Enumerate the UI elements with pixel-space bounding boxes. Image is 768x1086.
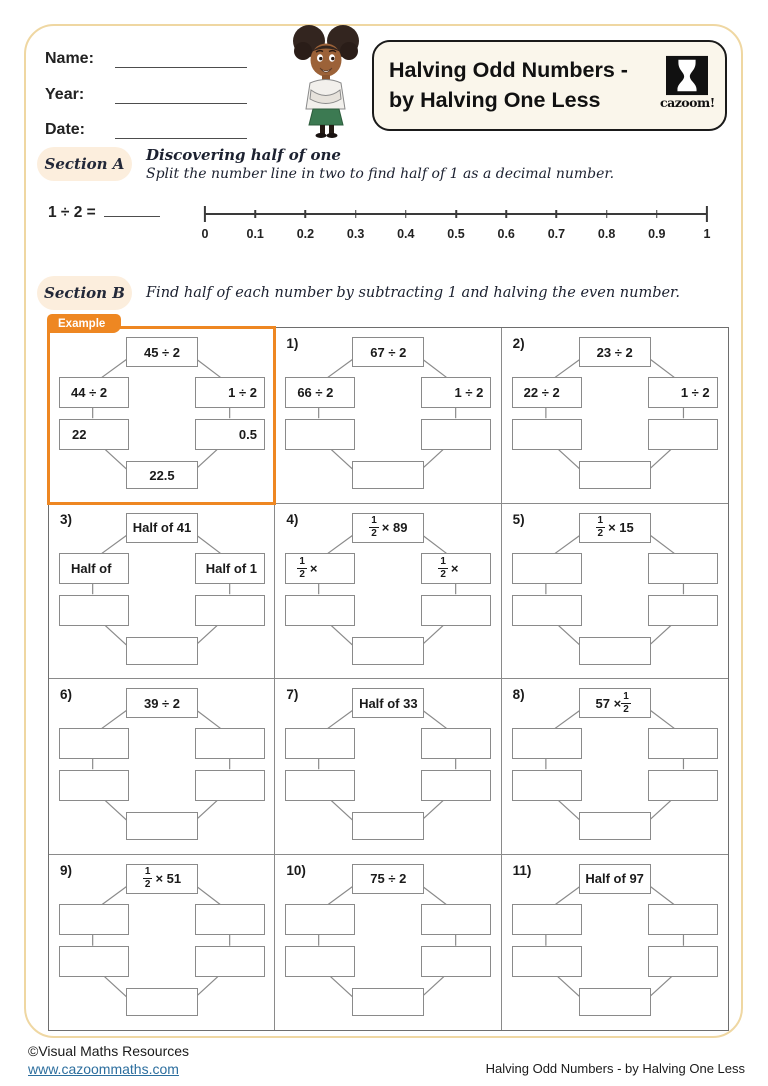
- one-part-box: [421, 728, 491, 759]
- problem-cell: [275, 855, 501, 1031]
- final-answer-box: [126, 637, 198, 665]
- name-label: Name:: [45, 50, 94, 67]
- example-even-half-box: 22: [59, 419, 129, 450]
- name-write-line: [115, 50, 247, 68]
- one-half-answer-box: [421, 419, 491, 450]
- top-expression-box: $\frac{1}{2}$ × 15: [579, 513, 651, 543]
- problem-number: 5): [512, 511, 525, 527]
- tick-mark: [656, 210, 658, 218]
- cazoommaths-link[interactable]: www.cazoommaths.com: [28, 1061, 179, 1077]
- example-even-part-box: 44 ÷ 2: [59, 377, 129, 408]
- problem-number: 6): [60, 687, 73, 702]
- tick-label: 0.6: [497, 227, 515, 241]
- one-half-answer-box: [648, 419, 718, 450]
- problem-number: 9): [60, 862, 73, 878]
- final-answer-box: [579, 637, 651, 665]
- even-half-answer-box: [59, 770, 129, 801]
- tick-mark: [455, 210, 457, 218]
- fraction: $\frac{1}{2}$: [440, 555, 446, 580]
- equation-text: 1 ÷ 2 =: [48, 204, 96, 221]
- problem-cell: [275, 679, 501, 855]
- even-half-answer-box: [285, 595, 355, 626]
- one-part-box: [421, 904, 491, 935]
- one-part-box: [195, 728, 265, 759]
- one-half-answer-box: [195, 770, 265, 801]
- even-half-answer-box: [285, 419, 355, 450]
- one-half-answer-box: [421, 595, 491, 626]
- problem-cell: [275, 328, 501, 504]
- tick-label: 0.7: [547, 227, 566, 241]
- even-part-box: [512, 904, 582, 935]
- one-part-box: [648, 553, 718, 584]
- example-final-answer-box: 22.5: [126, 461, 198, 489]
- tick-label: 0.1: [246, 227, 264, 241]
- final-answer-box: [579, 461, 651, 489]
- number-line: [201, 205, 711, 247]
- top-expression-box: 75 ÷ 2: [352, 864, 424, 894]
- fraction: $\frac{1}{2}$: [623, 690, 629, 715]
- problem-number: 1): [286, 336, 299, 351]
- even-part-box: [512, 553, 582, 584]
- tick-label: 0.4: [397, 227, 415, 241]
- date-write-line: [115, 121, 247, 139]
- even-part-box: [59, 904, 129, 935]
- top-expression-box: 23 ÷ 2: [579, 337, 651, 367]
- example-one-part-box: 1 ÷ 2: [195, 377, 265, 408]
- problem-cell: [275, 504, 501, 680]
- problem-number: 4): [286, 511, 299, 527]
- section-a-instruction: Split the number line in two to find half of 1 as a decimal number.: [146, 166, 615, 182]
- problem-number: 11): [512, 862, 532, 878]
- even-half-answer-box: [512, 419, 582, 450]
- tick-mark: [405, 210, 407, 218]
- fraction: $\frac{1}{2}$: [371, 515, 377, 539]
- date-label: Date:: [45, 121, 86, 138]
- problem-number: 10): [286, 862, 306, 878]
- even-part-box: [512, 728, 582, 759]
- problem-cell: [49, 679, 275, 855]
- worksheet-title: [389, 56, 628, 114]
- one-half-answer-box: [648, 595, 718, 626]
- fraction: $\frac{1}{2}$: [597, 515, 604, 539]
- final-answer-box: [352, 812, 424, 840]
- date-field: [45, 117, 247, 139]
- example-tab: Example: [47, 314, 121, 333]
- problems-grid: [48, 318, 729, 1031]
- problem-cell: [49, 855, 275, 1031]
- copyright-text: ©Visual Maths Resources: [28, 1043, 190, 1059]
- top-expression-box: 39 ÷ 2: [126, 688, 198, 718]
- tick-mark: [505, 210, 507, 218]
- top-expression-box: 57 × $\frac{1}{2}$: [579, 688, 651, 718]
- year-label: Year:: [45, 86, 85, 103]
- even-half-answer-box: [59, 595, 129, 626]
- cazoom-logo-text: cazoom!: [660, 95, 715, 110]
- tick-mark: [305, 210, 307, 218]
- section-a-badge: Section A: [37, 147, 132, 181]
- problem-number: 8): [512, 687, 525, 702]
- one-half-answer-box: [195, 946, 265, 977]
- final-answer-box: [126, 812, 198, 840]
- student-character-illustration: [283, 24, 373, 138]
- example-one-half-box: 0.5: [195, 419, 265, 450]
- example-top-expression-box: 45 ÷ 2: [126, 337, 198, 367]
- problem-cell: [502, 328, 728, 504]
- problem-number: 7): [286, 687, 299, 702]
- tick-mark: [254, 210, 256, 218]
- one-part-box: [648, 728, 718, 759]
- final-answer-box: [579, 812, 651, 840]
- final-answer-box: [352, 988, 424, 1016]
- one-half-answer-box: [648, 770, 718, 801]
- tick-mark: [606, 210, 608, 218]
- top-expression-box: $\frac{1}{2}$ × 51: [126, 864, 198, 894]
- tick-label: 0.5: [447, 227, 465, 241]
- year-write-line: [115, 86, 247, 104]
- even-part-box: [59, 728, 129, 759]
- equation-answer-line: [104, 204, 160, 217]
- problem-cell: [49, 504, 275, 680]
- tick-mark: [355, 210, 357, 218]
- top-expression-box: Half of 97: [579, 864, 651, 894]
- one-part-box: 1 ÷ 2: [421, 377, 491, 408]
- title-box: [372, 40, 727, 131]
- fraction: $\frac{1}{2}$: [144, 866, 151, 890]
- section-b-instruction: Find half of each number by subtracting 1 and halving the even number.: [146, 285, 681, 301]
- one-half-answer-box: [195, 595, 265, 626]
- tick-label: 0: [201, 227, 209, 241]
- top-expression-box: $\frac{1}{2}$ × 89: [352, 513, 424, 543]
- tick-mark: [706, 206, 708, 222]
- even-part-box: 66 ÷ 2: [285, 377, 355, 408]
- one-part-box: [195, 904, 265, 935]
- final-answer-box: [126, 988, 198, 1016]
- problem-number: 2): [512, 336, 525, 351]
- tick-label: 0.9: [648, 227, 666, 241]
- tick-label: 0.8: [597, 227, 616, 241]
- problem-number: 3): [60, 511, 73, 527]
- section-a-heading: Discovering half of one: [146, 146, 341, 164]
- fraction: $\frac{1}{2}$: [299, 555, 305, 580]
- problem-cell: [502, 855, 728, 1031]
- top-expression-box: Half of 41: [126, 513, 198, 543]
- name-field: [45, 46, 247, 68]
- tick-label: 1: [703, 227, 711, 241]
- one-part-box: $\frac{1}{2}$ ×: [421, 553, 491, 584]
- even-part-box: Half of: [59, 553, 129, 584]
- footer-worksheet-title: Halving Odd Numbers - by Halving One Less: [485, 1061, 745, 1076]
- one-half-answer-box: [648, 946, 718, 977]
- title-line-1: Halving Odd Numbers -: [389, 58, 628, 83]
- one-part-box: Half of 1: [195, 553, 265, 584]
- even-half-answer-box: [512, 770, 582, 801]
- even-half-answer-box: [285, 770, 355, 801]
- tick-label: 0.3: [346, 227, 365, 241]
- final-answer-box: [352, 637, 424, 665]
- tick-label: 0.2: [296, 227, 315, 241]
- tick-mark: [556, 210, 558, 218]
- year-field: [45, 82, 247, 104]
- one-half-answer-box: [421, 946, 491, 977]
- top-expression-box: Half of 33: [352, 688, 424, 718]
- one-part-box: 1 ÷ 2: [648, 377, 718, 408]
- even-part-box: [285, 728, 355, 759]
- example-cell: [49, 318, 275, 504]
- title-line-2: by Halving One Less: [389, 87, 601, 112]
- even-part-box: $\frac{1}{2}$ ×: [285, 553, 355, 584]
- equation-row: [48, 204, 160, 222]
- tick-mark: [204, 206, 206, 222]
- even-half-answer-box: [59, 946, 129, 977]
- final-answer-box: [579, 988, 651, 1016]
- even-part-box: 22 ÷ 2: [512, 377, 582, 408]
- one-part-box: [648, 904, 718, 935]
- final-answer-box: [352, 461, 424, 489]
- one-half-answer-box: [421, 770, 491, 801]
- section-b-badge: Section B: [37, 276, 132, 310]
- cazoom-logo: [660, 55, 714, 110]
- problem-cell: [502, 504, 728, 680]
- even-half-answer-box: [285, 946, 355, 977]
- problem-cell: [502, 679, 728, 855]
- even-half-answer-box: [512, 595, 582, 626]
- even-half-answer-box: [512, 946, 582, 977]
- even-part-box: [285, 904, 355, 935]
- top-expression-box: 67 ÷ 2: [352, 337, 424, 367]
- cazoom-hourglass-icon: [666, 55, 708, 96]
